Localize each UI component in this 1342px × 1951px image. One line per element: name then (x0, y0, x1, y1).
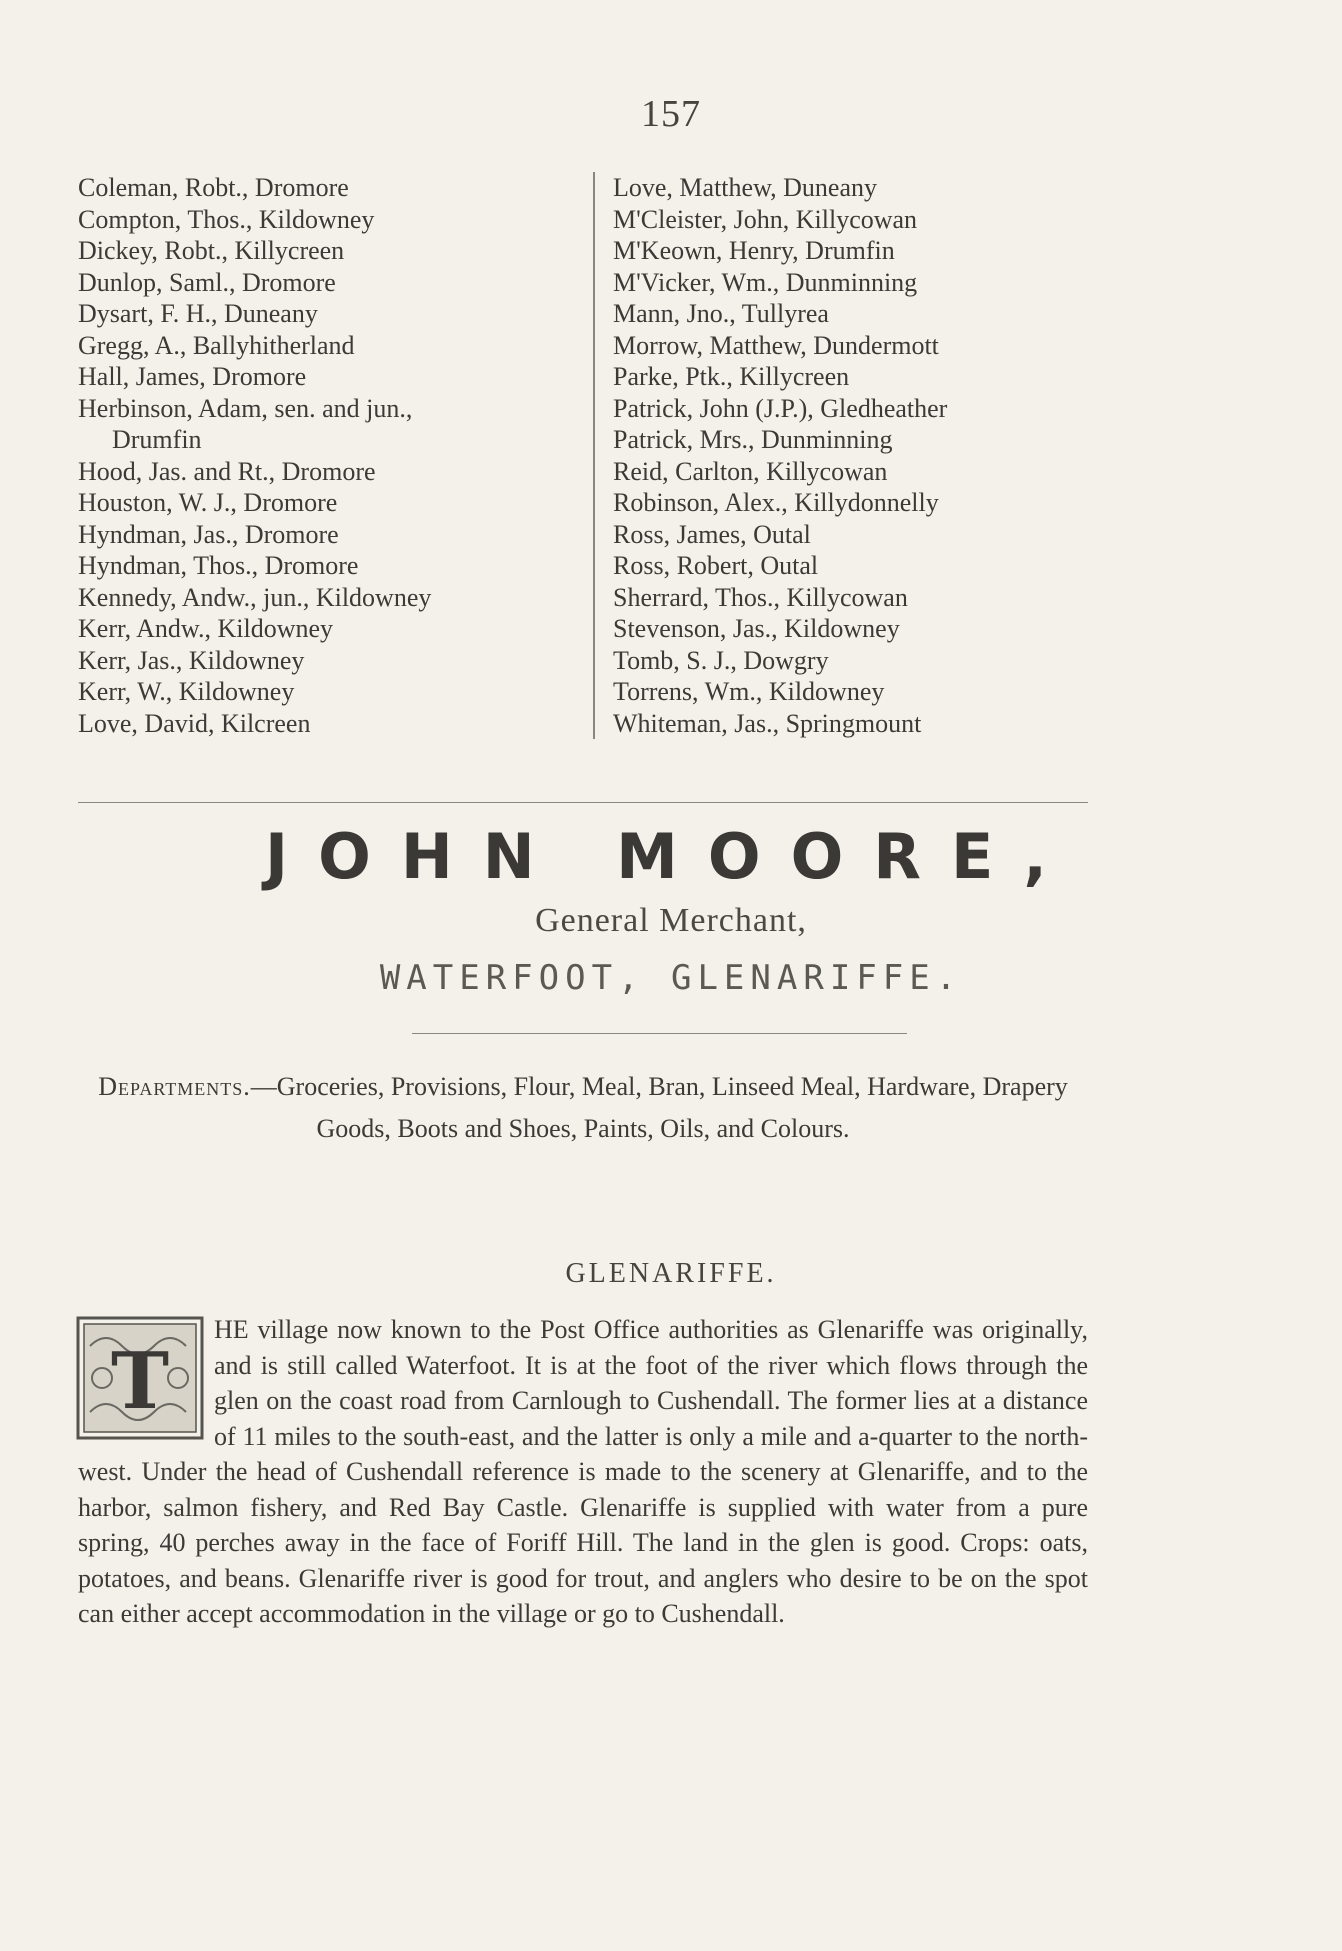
article-body (78, 1312, 1088, 1632)
advert-departments (78, 1066, 1088, 1150)
directory-entry: Dunlop, Saml., Dromore (78, 267, 336, 297)
advertiser-trade: General Merchant, (535, 902, 807, 939)
directory-entry: Parke, Ptk., Killycreen (613, 362, 850, 391)
directory-entry: Whiteman, Jas., Springmount (613, 708, 922, 738)
advertiser-name: JOHN MOORE, (265, 820, 1077, 893)
directory-entry: Hood, Jas. and Rt., Dromore (78, 456, 376, 486)
directory-entry: Sherrard, Thos., Killycowan (613, 582, 908, 612)
directory-entry: Hyndman, Thos., Dromore (78, 551, 359, 580)
directory-entry: Compton, Thos., Kildowney (78, 204, 375, 234)
section-divider (78, 802, 1088, 803)
directory-entry: M'Keown, Henry, Drumfin (613, 236, 895, 265)
directory-entry: Stevenson, Jas., Kildowney (613, 614, 900, 643)
advert-divider (412, 1033, 907, 1034)
directory-entry: Dysart, F. H., Duneany (78, 299, 318, 328)
directory-entry: Kennedy, Andw., jun., Kildowney (78, 582, 432, 612)
directory-entry: Houston, W. J., Dromore (78, 488, 338, 517)
directory-entry: Ross, James, Outal (613, 519, 811, 549)
drop-cap-ornament-icon (76, 1316, 204, 1440)
directory-entry: Patrick, John (J.P.), Gledheather (613, 393, 948, 423)
directory-entry: Kerr, Andw., Kildowney (78, 614, 334, 643)
directory-entry: Love, David, Kilcreen (78, 708, 311, 738)
directory-entry: Hyndman, Jas., Dromore (78, 519, 339, 549)
directory-left-column (78, 172, 578, 739)
directory-entry: Coleman, Robt., Dromore (78, 173, 349, 202)
directory-entry: Kerr, W., Kildowney (78, 677, 295, 706)
drop-cap-initial (76, 1316, 204, 1440)
article-lead: HE (214, 1315, 249, 1344)
directory-entry: M'Cleister, John, Killycowan (613, 204, 918, 234)
directory-entry: Hall, James, Dromore (78, 362, 307, 391)
directory-entry: Morrow, Matthew, Dundermott (613, 330, 939, 360)
directory-entry: Love, Matthew, Duneany (613, 173, 878, 202)
directory-entry: Drumfin (112, 425, 202, 454)
page-number: 157 (641, 93, 701, 135)
directory-entry: Torrens, Wm., Kildowney (613, 677, 885, 706)
directory-entry: Kerr, Jas., Kildowney (78, 645, 305, 675)
departments-label: Departments. (98, 1072, 251, 1101)
directory-columns (78, 172, 1098, 772)
directory-entry: Dickey, Robt., Killycreen (78, 236, 345, 265)
directory-entry: Mann, Jno., Tullyrea (613, 299, 829, 328)
advertiser-location: WATERFOOT, GLENARIFFE. (379, 958, 963, 998)
directory-entry: Gregg, A., Ballyhitherland (78, 330, 355, 360)
directory-right-column (593, 172, 1113, 739)
directory-entry: Robinson, Alex., Killydonnelly (613, 488, 939, 517)
directory-entry: M'Vicker, Wm., Dunminning (613, 267, 918, 297)
departments-text: —Groceries, Provisions, Flour, Meal, Bran, Linseed Meal, Hardware, Drapery Goods, Boots and Shoes, Paints, Oils, and Colours. (250, 1072, 1068, 1143)
directory-entry: Patrick, Mrs., Dunminning (613, 425, 893, 454)
directory-entry: Tomb, S. J., Dowgry (613, 645, 829, 675)
drop-cap-letter: T (110, 1336, 170, 1427)
directory-entry: Herbinson, Adam, sen. and jun., (78, 393, 413, 423)
article-text: village now known to the Post Office authorities as Glenariffe was originally, and is still called Waterfoot. It is at the foot of the river which flows through the glen on the coast road from Carnlough to Cushendall. The former lies at a distance of 11 miles to the south-east, and the latter is only a mile and a-quarter to the north-west. Under the head of Cushendall reference is made to the scenery at Glenariffe, and to the harbor, salmon fishery, and Red Bay Castle. Glenariffe is supplied with water from a pure spring, 40 perches away in the face of Foriff Hill. The land in the glen is good. Crops: oats, potatoes, and beans. Glenariffe river is good for trout, and anglers who desire to be on the spot can either accept accommodation in the village or go to Cushendall. (78, 1315, 1088, 1628)
article-title: GLENARIFFE. (565, 1258, 777, 1289)
directory-entry: Ross, Robert, Outal (613, 551, 819, 580)
directory-entry: Reid, Carlton, Killycowan (613, 456, 888, 486)
